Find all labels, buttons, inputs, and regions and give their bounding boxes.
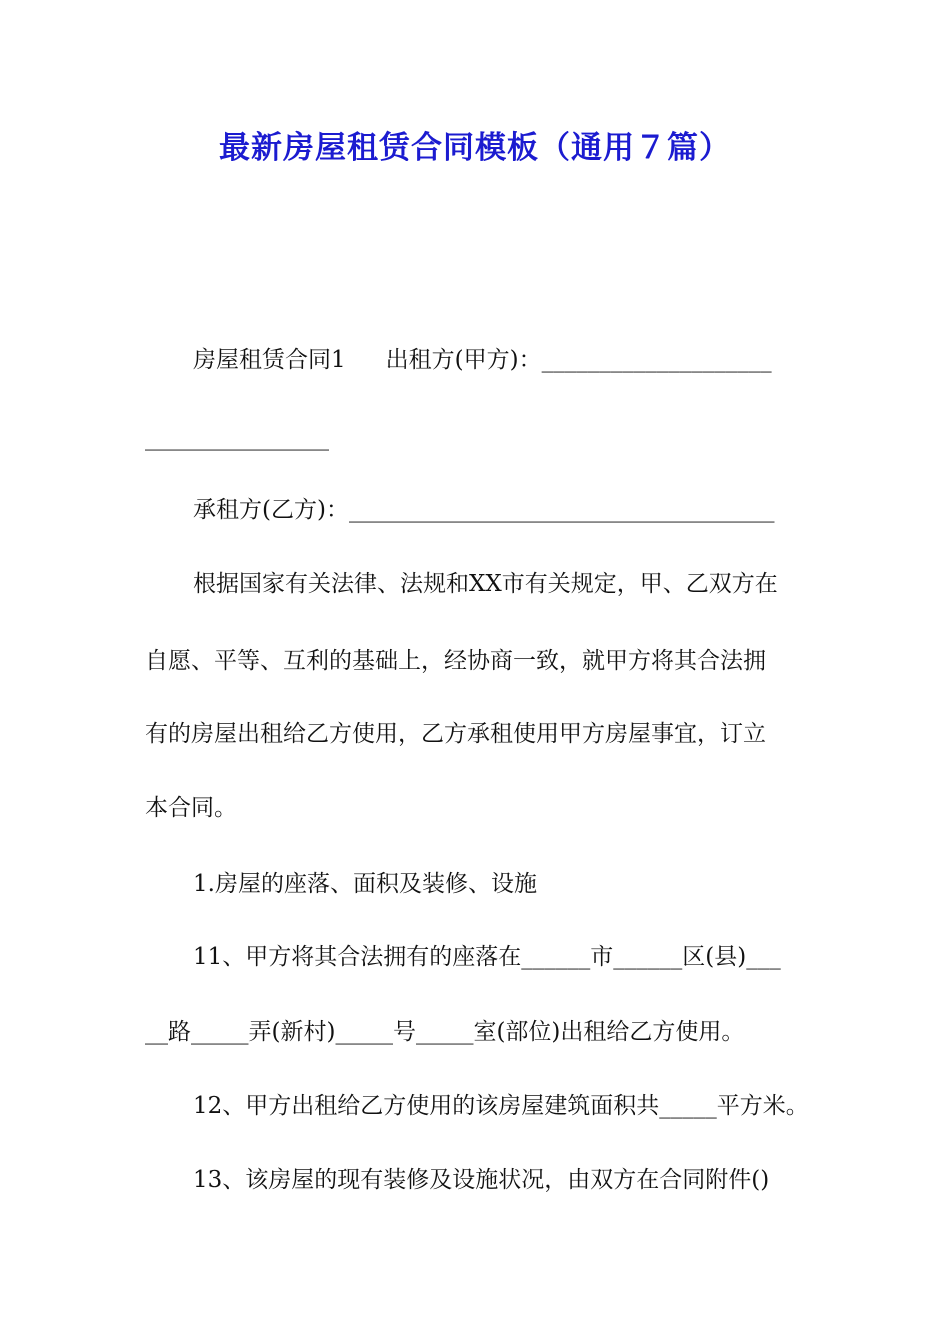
- lessor-field: 出租方(甲方)：____________________: [385, 347, 772, 373]
- paragraph-line: 有的房屋出租给乙方使用，乙方承租使用甲方房屋事宜，订立: [145, 721, 766, 747]
- contract-heading: 房屋租赁合同1: [193, 347, 346, 373]
- paragraph-line: 本合同。: [145, 795, 237, 821]
- paragraph-line: 自愿、平等、互利的基础上，经协商一致，就甲方将其合法拥: [145, 648, 766, 674]
- clause-line: 11、甲方将其合法拥有的座落在______市______区(县)___: [193, 944, 781, 970]
- clause-line: 12、甲方出租给乙方使用的该房屋建筑面积共_____平方米。: [193, 1093, 809, 1119]
- paragraph-line: [193, 344, 772, 376]
- clause-line: __路_____弄(新村)_____号_____室(部位)出租给乙方使用。: [145, 1019, 745, 1045]
- document-title: 最新房屋租赁合同模板（通用７篇）: [219, 130, 731, 166]
- clause-line: 13、该房屋的现有装修及设施状况，由双方在合同附件(): [193, 1167, 770, 1193]
- section-heading: 1.房屋的座落、面积及装修、设施: [193, 871, 537, 897]
- paragraph-line: 根据国家有关法律、法规和XX市有关规定，甲、乙双方在: [193, 571, 778, 597]
- lessee-field: 承租方(乙方)：_____________________________________: [193, 497, 775, 523]
- lessor-field-continued: ________________: [145, 425, 329, 451]
